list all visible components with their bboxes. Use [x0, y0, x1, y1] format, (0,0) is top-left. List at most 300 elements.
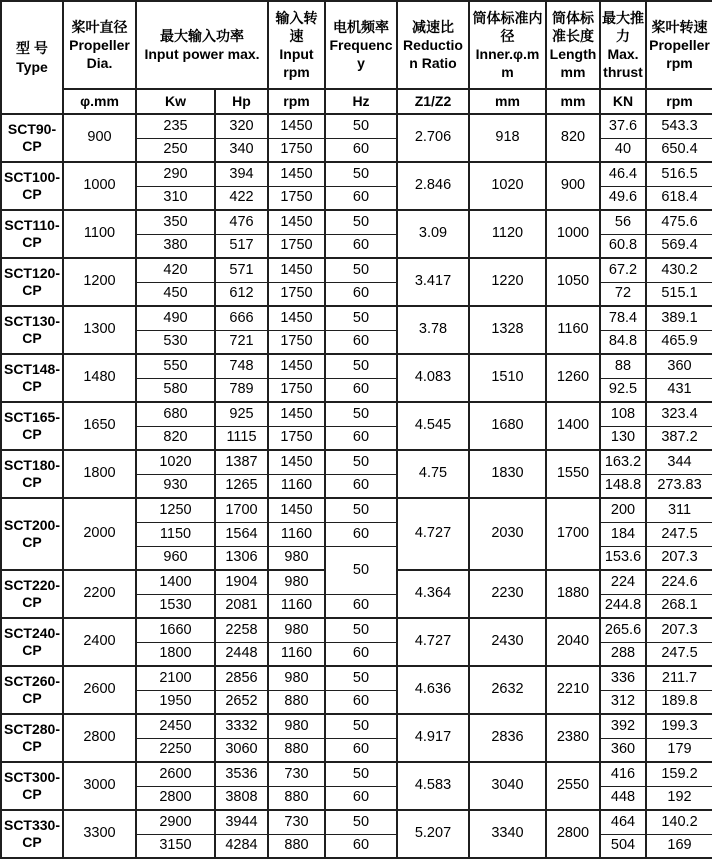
thrust-cell: 130: [601, 427, 647, 451]
thrust-cell: 40: [601, 139, 647, 163]
frequency-cell: 50: [326, 619, 398, 643]
thrust-cell: 153.6: [601, 547, 647, 571]
hp-cell: 748: [216, 355, 269, 379]
inner-dia-cell: 2836: [470, 715, 547, 763]
table-row: [2, 763, 712, 787]
propeller-dia-cell: 1800: [64, 451, 137, 499]
length-cell: 1880: [547, 571, 601, 619]
propeller-rpm-cell: 207.3: [647, 547, 712, 571]
header-row-units: [2, 90, 712, 115]
propeller-dia-cell: 2600: [64, 667, 137, 715]
inner-dia-cell: 1830: [470, 451, 547, 499]
model-cell: SCT220-CP: [2, 571, 64, 619]
frequency-cell: 60: [326, 739, 398, 763]
input-rpm-cell: 1450: [269, 115, 326, 139]
length-cell: 900: [547, 163, 601, 211]
inner-dia-cell: 1328: [470, 307, 547, 355]
kw-cell: 3150: [137, 835, 216, 859]
frequency-cell: 50: [326, 451, 398, 475]
frequency-cell: 60: [326, 235, 398, 259]
propeller-rpm-cell: 169: [647, 835, 712, 859]
model-cell: SCT148-CP: [2, 355, 64, 403]
propeller-rpm-cell: 247.5: [647, 643, 712, 667]
inner-dia-cell: 2430: [470, 619, 547, 667]
propeller-rpm-cell: 224.6: [647, 571, 712, 595]
frequency-cell: 60: [326, 187, 398, 211]
kw-cell: 1530: [137, 595, 216, 619]
table-row: [2, 811, 712, 835]
propeller-rpm-cell: 475.6: [647, 211, 712, 235]
propeller-rpm-cell: 207.3: [647, 619, 712, 643]
model-cell: SCT240-CP: [2, 619, 64, 667]
kw-cell: 2450: [137, 715, 216, 739]
hp-cell: 2856: [216, 667, 269, 691]
hp-cell: 3060: [216, 739, 269, 763]
propeller-rpm-cell: 211.7: [647, 667, 712, 691]
frequency-cell: 50: [326, 715, 398, 739]
hp-cell: 517: [216, 235, 269, 259]
thrust-cell: 200: [601, 499, 647, 523]
hp-cell: 3536: [216, 763, 269, 787]
model-cell: SCT110-CP: [2, 211, 64, 259]
frequency-cell: 50: [326, 547, 398, 595]
input-rpm-cell: 980: [269, 667, 326, 691]
input-rpm-cell: 880: [269, 787, 326, 811]
hp-cell: 571: [216, 259, 269, 283]
hp-cell: 4284: [216, 835, 269, 859]
reduction-ratio-cell: 3.09: [398, 211, 470, 259]
model-cell: SCT100-CP: [2, 163, 64, 211]
propeller-rpm-cell: 192: [647, 787, 712, 811]
input-rpm-cell: 1750: [269, 139, 326, 163]
kw-cell: 530: [137, 331, 216, 355]
reduction-ratio-cell: 4.583: [398, 763, 470, 811]
input-rpm-cell: 730: [269, 811, 326, 835]
kw-cell: 450: [137, 283, 216, 307]
kw-cell: 380: [137, 235, 216, 259]
inner-dia-cell: 1020: [470, 163, 547, 211]
propeller-rpm-cell: 247.5: [647, 523, 712, 547]
table-row: [2, 499, 712, 523]
kw-cell: 1250: [137, 499, 216, 523]
hp-cell: 789: [216, 379, 269, 403]
inner-dia-cell: 2230: [470, 571, 547, 619]
model-cell: SCT200-CP: [2, 499, 64, 571]
table-row: [2, 451, 712, 475]
hp-cell: 721: [216, 331, 269, 355]
kw-cell: 2250: [137, 739, 216, 763]
inner-dia-cell: 2632: [470, 667, 547, 715]
thrust-cell: 265.6: [601, 619, 647, 643]
thrust-cell: 49.6: [601, 187, 647, 211]
model-cell: SCT130-CP: [2, 307, 64, 355]
kw-cell: 2900: [137, 811, 216, 835]
thrust-cell: 108: [601, 403, 647, 427]
hp-cell: 340: [216, 139, 269, 163]
hp-cell: 394: [216, 163, 269, 187]
length-cell: 1550: [547, 451, 601, 499]
kw-cell: 490: [137, 307, 216, 331]
propeller-dia-cell: 3300: [64, 811, 137, 859]
kw-cell: 350: [137, 211, 216, 235]
frequency-cell: 50: [326, 499, 398, 523]
table-body: [2, 115, 712, 859]
propeller-rpm-cell: 618.4: [647, 187, 712, 211]
input-rpm-cell: 1750: [269, 427, 326, 451]
length-cell: 2040: [547, 619, 601, 667]
thrust-cell: 163.2: [601, 451, 647, 475]
frequency-cell: 50: [326, 667, 398, 691]
reduction-ratio-cell: 4.727: [398, 619, 470, 667]
input-rpm-cell: 980: [269, 715, 326, 739]
inner-dia-cell: 918: [470, 115, 547, 163]
model-cell: SCT300-CP: [2, 763, 64, 811]
table-row: [2, 619, 712, 643]
frequency-cell: 60: [326, 139, 398, 163]
input-rpm-cell: 1160: [269, 475, 326, 499]
length-cell: 2800: [547, 811, 601, 859]
reduction-ratio-cell: 2.706: [398, 115, 470, 163]
kw-cell: 235: [137, 115, 216, 139]
frequency-cell: 50: [326, 811, 398, 835]
thrust-cell: 148.8: [601, 475, 647, 499]
kw-cell: 1800: [137, 643, 216, 667]
header-row-main: [2, 2, 712, 90]
kw-cell: 2100: [137, 667, 216, 691]
hp-cell: 2652: [216, 691, 269, 715]
frequency-cell: 60: [326, 331, 398, 355]
propeller-dia-cell: 900: [64, 115, 137, 163]
input-rpm-cell: 1450: [269, 499, 326, 523]
propeller-rpm-cell: 543.3: [647, 115, 712, 139]
header-inner-dia: 筒体标准内径 Inner.φ.mm: [470, 2, 547, 90]
kw-cell: 1950: [137, 691, 216, 715]
kw-cell: 960: [137, 547, 216, 571]
length-cell: 2550: [547, 763, 601, 811]
propeller-rpm-cell: 199.3: [647, 715, 712, 739]
propeller-dia-cell: 1300: [64, 307, 137, 355]
thrust-cell: 37.6: [601, 115, 647, 139]
thrust-cell: 392: [601, 715, 647, 739]
thrust-cell: 416: [601, 763, 647, 787]
input-rpm-cell: 1160: [269, 523, 326, 547]
propeller-rpm-cell: 650.4: [647, 139, 712, 163]
input-rpm-cell: 1450: [269, 403, 326, 427]
frequency-cell: 60: [326, 787, 398, 811]
inner-dia-cell: 1510: [470, 355, 547, 403]
hp-cell: 612: [216, 283, 269, 307]
propeller-rpm-cell: 311: [647, 499, 712, 523]
hp-cell: 2081: [216, 595, 269, 619]
reduction-ratio-cell: 4.083: [398, 355, 470, 403]
propeller-rpm-cell: 159.2: [647, 763, 712, 787]
propeller-dia-cell: 1480: [64, 355, 137, 403]
hp-cell: 3944: [216, 811, 269, 835]
length-cell: 1050: [547, 259, 601, 307]
inner-dia-cell: 1680: [470, 403, 547, 451]
propeller-rpm-cell: 430.2: [647, 259, 712, 283]
frequency-cell: 50: [326, 763, 398, 787]
model-cell: SCT280-CP: [2, 715, 64, 763]
length-cell: 1700: [547, 499, 601, 571]
unit-frequency: Hz: [326, 90, 398, 115]
header-input-power: 最大输入功率 Input power max.: [137, 2, 269, 90]
thrust-cell: 448: [601, 787, 647, 811]
propeller-dia-cell: 1100: [64, 211, 137, 259]
propeller-rpm-cell: 273.83: [647, 475, 712, 499]
reduction-ratio-cell: 4.636: [398, 667, 470, 715]
propeller-dia-cell: 2800: [64, 715, 137, 763]
propeller-rpm-cell: 431: [647, 379, 712, 403]
input-rpm-cell: 1750: [269, 283, 326, 307]
propeller-dia-cell: 2200: [64, 571, 137, 619]
frequency-cell: 60: [326, 691, 398, 715]
header-input-rpm: 输入转速 Input rpm: [269, 2, 326, 90]
thrust-cell: 244.8: [601, 595, 647, 619]
propeller-rpm-cell: 189.8: [647, 691, 712, 715]
table-row: [2, 403, 712, 427]
length-cell: 1400: [547, 403, 601, 451]
unit-inner-dia: mm: [470, 90, 547, 115]
frequency-cell: 60: [326, 475, 398, 499]
length-cell: 2380: [547, 715, 601, 763]
frequency-cell: 50: [326, 259, 398, 283]
reduction-ratio-cell: 3.417: [398, 259, 470, 307]
header-type: [2, 2, 64, 115]
hp-cell: 666: [216, 307, 269, 331]
length-cell: 1260: [547, 355, 601, 403]
kw-cell: 1020: [137, 451, 216, 475]
table-row: [2, 259, 712, 283]
unit-input-rpm: rpm: [269, 90, 326, 115]
hp-cell: 1306: [216, 547, 269, 571]
thrust-cell: 46.4: [601, 163, 647, 187]
hp-cell: 2258: [216, 619, 269, 643]
model-cell: SCT165-CP: [2, 403, 64, 451]
reduction-ratio-cell: 5.207: [398, 811, 470, 859]
frequency-cell: 60: [326, 427, 398, 451]
length-cell: 820: [547, 115, 601, 163]
table-row: [2, 355, 712, 379]
kw-cell: 1400: [137, 571, 216, 595]
hp-cell: 1700: [216, 499, 269, 523]
kw-cell: 2800: [137, 787, 216, 811]
propeller-rpm-cell: 516.5: [647, 163, 712, 187]
kw-cell: 930: [137, 475, 216, 499]
header-propeller-rpm: 桨叶转速 Propeller rpm: [647, 2, 712, 90]
propeller-rpm-cell: 140.2: [647, 811, 712, 835]
thrust-cell: 78.4: [601, 307, 647, 331]
input-rpm-cell: 1450: [269, 451, 326, 475]
model-cell: SCT260-CP: [2, 667, 64, 715]
kw-cell: 420: [137, 259, 216, 283]
thrust-cell: 67.2: [601, 259, 647, 283]
hp-cell: 3808: [216, 787, 269, 811]
frequency-cell: 50: [326, 163, 398, 187]
propeller-rpm-cell: 268.1: [647, 595, 712, 619]
thrust-cell: 504: [601, 835, 647, 859]
frequency-cell: 50: [326, 307, 398, 331]
inner-dia-cell: 3340: [470, 811, 547, 859]
kw-cell: 680: [137, 403, 216, 427]
kw-cell: 820: [137, 427, 216, 451]
input-rpm-cell: 730: [269, 763, 326, 787]
unit-thrust: KN: [601, 90, 647, 115]
frequency-cell: 60: [326, 595, 398, 619]
input-rpm-cell: 1750: [269, 187, 326, 211]
input-rpm-cell: 1160: [269, 643, 326, 667]
length-cell: 1160: [547, 307, 601, 355]
propeller-rpm-cell: 515.1: [647, 283, 712, 307]
hp-cell: 1115: [216, 427, 269, 451]
frequency-cell: 60: [326, 283, 398, 307]
length-cell: 2210: [547, 667, 601, 715]
input-rpm-cell: 1160: [269, 595, 326, 619]
inner-dia-cell: 1120: [470, 211, 547, 259]
propeller-rpm-cell: 323.4: [647, 403, 712, 427]
hp-cell: 2448: [216, 643, 269, 667]
table-row: [2, 115, 712, 139]
kw-cell: 290: [137, 163, 216, 187]
propeller-rpm-cell: 360: [647, 355, 712, 379]
kw-cell: 1660: [137, 619, 216, 643]
input-rpm-cell: 1450: [269, 163, 326, 187]
input-rpm-cell: 1450: [269, 307, 326, 331]
hp-cell: 1265: [216, 475, 269, 499]
kw-cell: 250: [137, 139, 216, 163]
frequency-cell: 50: [326, 355, 398, 379]
model-cell: SCT90-CP: [2, 115, 64, 163]
header-type-en: Type: [16, 58, 48, 75]
unit-reduction: Z1/Z2: [398, 90, 470, 115]
propeller-rpm-cell: 344: [647, 451, 712, 475]
thrust-cell: 360: [601, 739, 647, 763]
reduction-ratio-cell: 4.75: [398, 451, 470, 499]
length-cell: 1000: [547, 211, 601, 259]
frequency-cell: 60: [326, 379, 398, 403]
hp-cell: 320: [216, 115, 269, 139]
propeller-dia-cell: 1650: [64, 403, 137, 451]
reduction-ratio-cell: 3.78: [398, 307, 470, 355]
table-row: [2, 307, 712, 331]
thrust-cell: 72: [601, 283, 647, 307]
hp-cell: 422: [216, 187, 269, 211]
frequency-cell: 50: [326, 403, 398, 427]
thrust-cell: 464: [601, 811, 647, 835]
propeller-rpm-cell: 389.1: [647, 307, 712, 331]
header-max-thrust: 最大推力 Max. thrust: [601, 2, 647, 90]
propeller-dia-cell: 1000: [64, 163, 137, 211]
hp-cell: 3332: [216, 715, 269, 739]
table-header: [2, 2, 712, 115]
table-row: [2, 211, 712, 235]
input-rpm-cell: 1450: [269, 355, 326, 379]
thrust-cell: 56: [601, 211, 647, 235]
input-rpm-cell: 1750: [269, 235, 326, 259]
kw-cell: 1150: [137, 523, 216, 547]
model-cell: SCT330-CP: [2, 811, 64, 859]
kw-cell: 550: [137, 355, 216, 379]
frequency-cell: 50: [326, 211, 398, 235]
hp-cell: 1904: [216, 571, 269, 595]
model-cell: SCT180-CP: [2, 451, 64, 499]
unit-length: mm: [547, 90, 601, 115]
input-rpm-cell: 880: [269, 835, 326, 859]
input-rpm-cell: 1450: [269, 259, 326, 283]
propeller-rpm-cell: 179: [647, 739, 712, 763]
propeller-dia-cell: 2400: [64, 619, 137, 667]
inner-dia-cell: 2030: [470, 499, 547, 571]
thrust-cell: 224: [601, 571, 647, 595]
frequency-cell: 60: [326, 643, 398, 667]
header-length: 筒体标准长度 Length mm: [547, 2, 601, 90]
inner-dia-cell: 3040: [470, 763, 547, 811]
unit-propeller-dia: φ.mm: [64, 90, 137, 115]
frequency-cell: 60: [326, 835, 398, 859]
input-rpm-cell: 1750: [269, 331, 326, 355]
hp-cell: 1387: [216, 451, 269, 475]
header-reduction-ratio: 减速比 Reduction Ratio: [398, 2, 470, 90]
input-rpm-cell: 880: [269, 739, 326, 763]
input-rpm-cell: 1450: [269, 211, 326, 235]
frequency-cell: 50: [326, 115, 398, 139]
unit-kw: Kw: [137, 90, 216, 115]
header-propeller-dia: 桨叶直径 Propeller Dia.: [64, 2, 137, 90]
reduction-ratio-cell: 4.917: [398, 715, 470, 763]
reduction-ratio-cell: 2.846: [398, 163, 470, 211]
unit-hp: Hp: [216, 90, 269, 115]
input-rpm-cell: 1750: [269, 379, 326, 403]
input-rpm-cell: 880: [269, 691, 326, 715]
input-rpm-cell: 980: [269, 619, 326, 643]
inner-dia-cell: 1220: [470, 259, 547, 307]
input-rpm-cell: 980: [269, 547, 326, 571]
reduction-ratio-cell: 4.364: [398, 571, 470, 619]
thrust-cell: 336: [601, 667, 647, 691]
propeller-dia-cell: 3000: [64, 763, 137, 811]
header-frequency: 电机频率 Frequency: [326, 2, 398, 90]
input-rpm-cell: 980: [269, 571, 326, 595]
kw-cell: 310: [137, 187, 216, 211]
hp-cell: 925: [216, 403, 269, 427]
propeller-rpm-cell: 387.2: [647, 427, 712, 451]
header-type-cn: 型 号: [16, 40, 48, 57]
table-row: [2, 163, 712, 187]
kw-cell: 2600: [137, 763, 216, 787]
reduction-ratio-cell: 4.545: [398, 403, 470, 451]
hp-cell: 1564: [216, 523, 269, 547]
propeller-dia-cell: 1200: [64, 259, 137, 307]
hp-cell: 476: [216, 211, 269, 235]
thrust-cell: 60.8: [601, 235, 647, 259]
propeller-rpm-cell: 465.9: [647, 331, 712, 355]
thrust-cell: 88: [601, 355, 647, 379]
model-cell: SCT120-CP: [2, 259, 64, 307]
kw-cell: 580: [137, 379, 216, 403]
frequency-cell: 60: [326, 523, 398, 547]
thrust-cell: 92.5: [601, 379, 647, 403]
thrust-cell: 84.8: [601, 331, 647, 355]
thrust-cell: 184: [601, 523, 647, 547]
unit-propeller-rpm: rpm: [647, 90, 712, 115]
thrust-cell: 312: [601, 691, 647, 715]
thrust-cell: 288: [601, 643, 647, 667]
reduction-ratio-cell: 4.727: [398, 499, 470, 571]
propeller-rpm-cell: 569.4: [647, 235, 712, 259]
table-row: [2, 667, 712, 691]
propeller-dia-cell: 2000: [64, 499, 137, 571]
table-row: [2, 715, 712, 739]
